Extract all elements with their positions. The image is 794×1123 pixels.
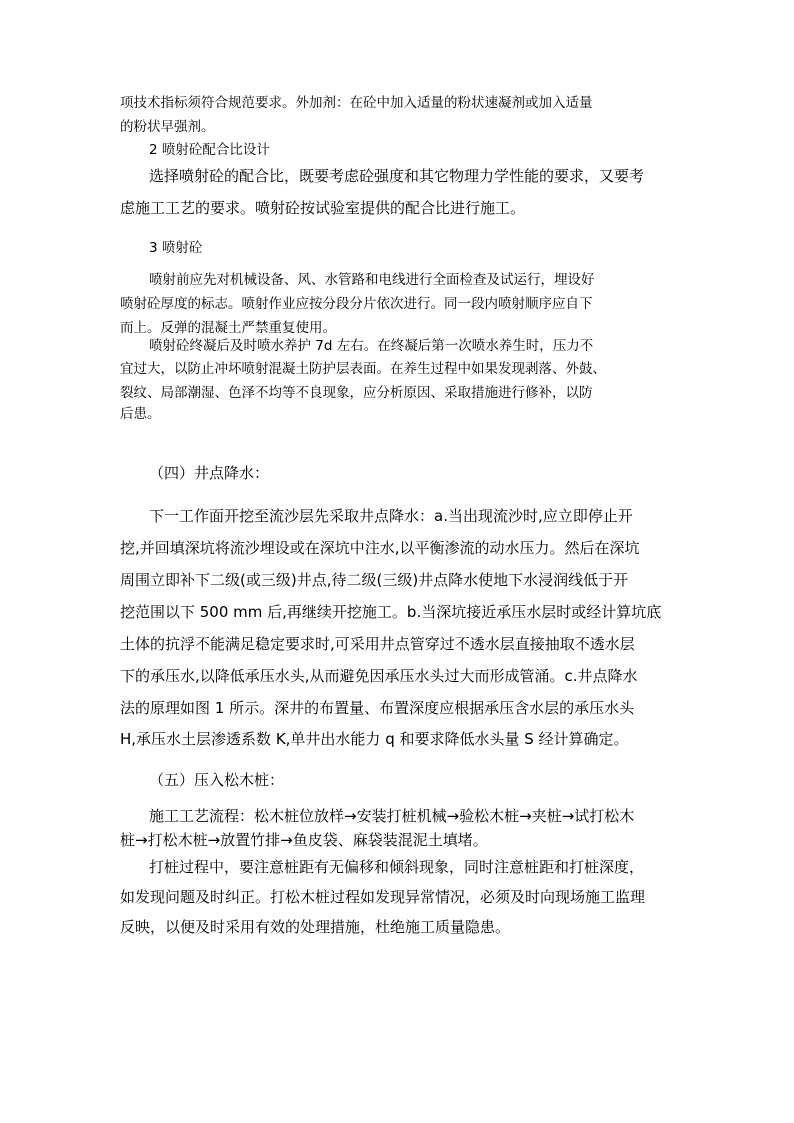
sec3-p1-line-1: 喷射前应先对机械设备、风、水管路和电线进行全面检查及试运行，埋设好 xyxy=(149,272,595,288)
section-heading-3: 3 喷射砼 xyxy=(149,240,203,256)
sec3-p2-line-4: 后患。 xyxy=(120,406,161,422)
sec3-p2-line-3: 裂纹、局部潮湿、色泽不均等不良现象，应分析原因、采取措施进行修补，以防 xyxy=(120,385,593,401)
sec4-line-8: H,承压水土层渗透系数 K,单井出水能力 q 和要求降低水头量 S 经计算确定。 xyxy=(120,730,629,748)
sec1-line-1: 项技术指标须符合规范要求。外加剂：在砼中加入适量的粉状速凝剂或加入适量 xyxy=(120,95,593,111)
sec5-p2-line-1: 打桩过程中，要注意桩距有无偏移和倾斜现象，同时注意桩距和打桩深度， xyxy=(149,858,645,876)
sec4-line-6: 下的承压水,以降低承压水头,从而避免因承压水头过大而形成管涌。c.井点降水 xyxy=(120,667,638,685)
sec4-line-4: 挖范围以下 500 mm 后,再继续开挖施工。b.当深坑接近承压水层时或经计算坑底 xyxy=(120,603,662,621)
sec5-p1-line-1: 施工工艺流程：松木桩位放样→安装打桩机械→验松木桩→夹桩→试打松木 xyxy=(149,807,635,825)
sec4-line-5: 土体的抗浮不能满足稳定要求时,可采用井点管穿过不透水层直接抽取不透水层 xyxy=(120,635,635,653)
sec1-p1-line-2: 虑施工工艺的要求。喷射砼按试验室提供的配合比进行施工。 xyxy=(120,199,526,217)
sec4-line-3: 周围立即补下二级(或三级)井点,待二级(三级)井点降水使地下水浸润线低于开 xyxy=(120,571,629,589)
sec5-p1-line-2: 桩→打松木桩→放置竹排→鱼皮袋、麻袋装混泥土填堵。 xyxy=(120,831,488,849)
sec1-line-2: 的粉状早强剂。 xyxy=(120,119,215,135)
sec4-line-2: 挖,并回填深坑将流沙埋设或在深坑中注水,以平衡渗流的动水压力。然后在深坑 xyxy=(120,539,640,557)
sec3-p2-line-1: 喷射砼终凝后及时喷水养护 7d 左右。在终凝后第一次喷水养生时，压力不 xyxy=(149,338,594,354)
sec3-p2-line-2: 宜过大，以防止冲坏喷射混凝土防护层表面。在养生过程中如果发现剥落、外鼓、 xyxy=(120,361,606,377)
sec4-line-1: 下一工作面开挖至流沙层先采取井点降水：a.当出现流沙时,应立即停止开 xyxy=(149,507,633,525)
sec1-p1-line-1: 选择喷射砼的配合比，既要考虑砼强度和其它物理力学性能的要求，又要考 xyxy=(149,167,645,185)
section-heading-4: （四）井点降水： xyxy=(149,464,270,482)
sec3-p1-line-2: 喷射砼厚度的标志。喷射作业应按分段分片依次进行。同一段内喷射顺序应自下 xyxy=(120,296,593,312)
sec5-p2-line-2: 如发现问题及时纠正。打松木桩过程如发现异常情况，必须及时向现场施工监理 xyxy=(120,888,646,906)
section-heading-2: 2 喷射砼配合比设计 xyxy=(149,142,270,158)
section-heading-5: （五）压入松木桩： xyxy=(149,771,285,789)
sec4-line-7: 法的原理如图 1 所示。深井的布置量、布置深度应根据承压含水层的承压水头 xyxy=(120,699,635,717)
sec3-p1-line-3: 而上。反弹的混凝土严禁重复使用。 xyxy=(120,320,336,336)
sec5-p2-line-3: 反映，以便及时采用有效的处理措施，杜绝施工质量隐患。 xyxy=(120,918,511,936)
